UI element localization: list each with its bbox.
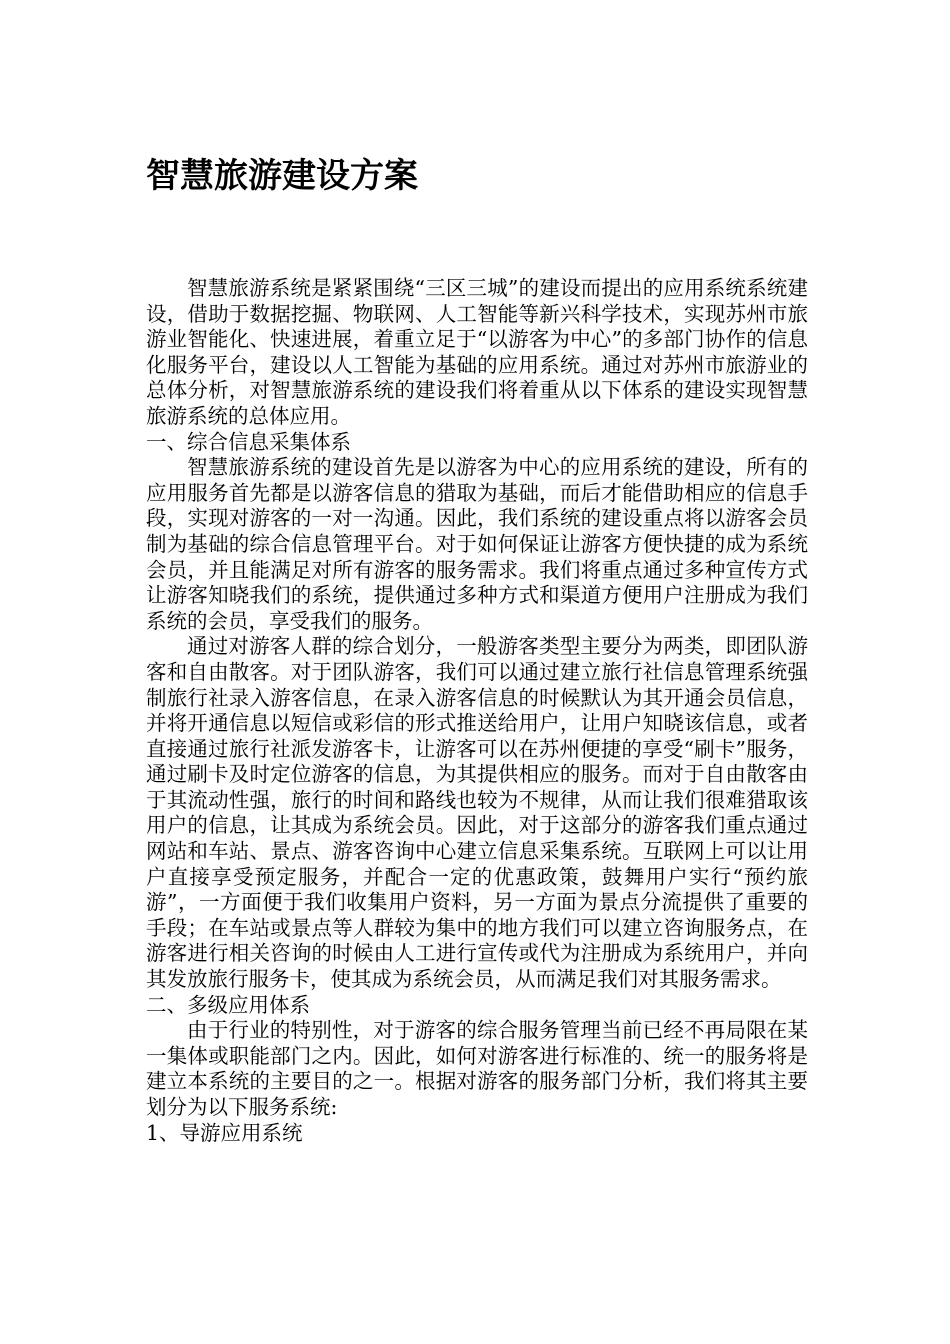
document-title: 智慧旅游建设方案 <box>146 156 418 196</box>
multilevel-apps-paragraph: 由于行业的特别性，对于游客的综合服务管理当前已经不再局限在某一集体或职能部门之内。因此，如何对游客进行标准的、统一的服务将是建立本系统的主要目的之一。根据对游客的服务部门分析，我们将其主要划分为以下服务系统: <box>146 1018 808 1119</box>
section-heading-multilevel-apps: 二、多级应用体系 <box>146 992 310 1017</box>
subsection-heading-guide-system: 1、导游应用系统 <box>146 1120 303 1145</box>
info-collection-paragraph-2: 通过对游客人群的综合划分，一般游客类型主要分为两类，即团队游客和自由散客。对于团队游客，我们可以通过建立旅行社信息管理系统强制旅行社录入游客信息，在录入游客信息的时候默认为其开通会员信息，并将开通信息以短信或彩信的形式推送给用户，让用户知晓该信息，或者直接通过旅行社派发游客卡，让游客可以在苏州便捷的享受“刷卡”服务，通过刷卡及时定位游客的信息，为其提供相应的服务。而对于自由散客由于其流动性强，旅行的时间和路线也较为不规律，从而让我们很难猎取该用户的信息，让其成为系统会员。因此，对于这部分的游客我们重点通过网站和车站、景点、游客咨询中心建立信息采集系统。互联网上可以让用户直接享受预定服务，并配合一定的优惠政策，鼓舞用户实行“预约旅游”，一方面便于我们收集用户资料，另一方面为景点分流提供了重要的手段；在车站或景点等人群较为集中的地方我们可以建立咨询服务点，在游客进行相关咨询的时候由人工进行宣传或代为注册成为系统用户，并向其发放旅行服务卡，使其成为系统会员，从而满足我们对其服务需求。 <box>146 634 808 992</box>
section-heading-info-collection: 一、综合信息采集体系 <box>146 429 351 454</box>
intro-paragraph: 智慧旅游系统是紧紧围绕“三区三城”的建设而提出的应用系统系统建设，借助于数据挖掘、物联网、人工智能等新兴科学技术，实现苏州市旅游业智能化、快速进展，着重立足于“以游客为中心”的多部门协作的信息化服务平台，建设以人工智能为基础的应用系统。通过对苏州市旅游业的总体分析，对智慧旅游系统的建设我们将着重从以下体系的建设实现智慧旅游系统的总体应用。 <box>146 276 808 428</box>
document-body <box>146 276 808 1146</box>
info-collection-paragraph-1: 智慧旅游系统的建设首先是以游客为中心的应用系统的建设，所有的应用服务首先都是以游客信息的猎取为基础，而后才能借助相应的信息手段，实现对游客的一对一沟通。因此，我们系统的建设重点将以游客会员制为基础的综合信息管理平台。对于如何保证让游客方便快捷的成为系统会员，并且能满足对所有游客的服务需求。我们将重点通过多种宣传方式让游客知晓我们的系统，提供通过多种方式和渠道方便用户注册成为我们系统的会员，享受我们的服务。 <box>146 455 808 633</box>
